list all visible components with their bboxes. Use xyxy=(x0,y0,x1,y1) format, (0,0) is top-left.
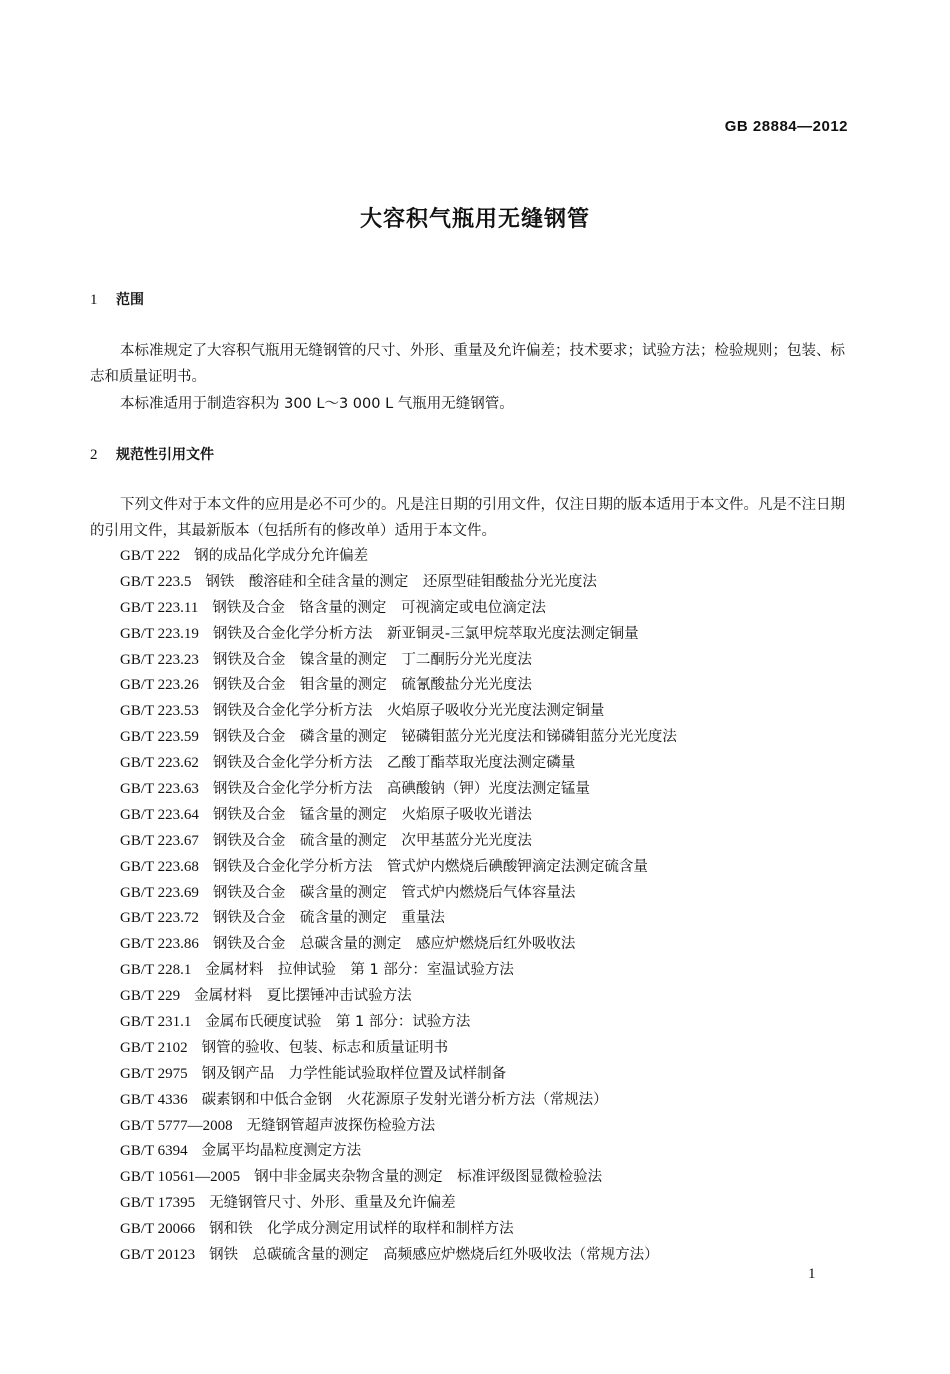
reference-title: 钢铁及合金 铬含量的测定 可视滴定或电位滴定法 xyxy=(212,599,546,616)
reference-item xyxy=(120,1036,677,1062)
section-1-heading xyxy=(90,289,144,309)
reference-item xyxy=(120,1139,677,1165)
reference-title: 钢铁及合金化学分析方法 管式炉内燃烧后碘酸钾滴定法测定硫含量 xyxy=(212,858,648,875)
reference-item xyxy=(120,648,677,674)
reference-title: 钢管的验收、包装、标志和质量证明书 xyxy=(201,1039,449,1056)
reference-title: 钢铁及合金 碳含量的测定 管式炉内燃烧后气体容量法 xyxy=(212,884,576,901)
section-1-paragraph-applicability: 本标准适用于制造容积为 300 L～3 000 L 气瓶用无缝钢管。 xyxy=(120,396,514,412)
reference-code: GB/T 20066 xyxy=(120,1221,196,1238)
reference-code: GB/T 10561—2005 xyxy=(120,1169,241,1186)
reference-title: 无缝钢管超声波探伤检验方法 xyxy=(246,1117,436,1134)
reference-title: 金属平均晶粒度测定方法 xyxy=(201,1143,362,1160)
reference-item xyxy=(120,622,677,648)
document-title: 大容积气瓶用无缝钢管 xyxy=(359,207,590,232)
reference-title: 钢铁及合金 硫含量的测定 重量法 xyxy=(212,910,445,927)
reference-title: 金属材料 夏比摆锤冲击试验方法 xyxy=(194,988,412,1005)
reference-item xyxy=(120,751,677,777)
reference-title: 钢铁及合金 磷含量的测定 铋磷钼蓝分光光度法和锑磷钼蓝分光光度法 xyxy=(212,729,677,746)
reference-code: GB/T 2102 xyxy=(120,1039,188,1056)
reference-title: 钢铁及合金化学分析方法 新亚铜灵-三氯甲烷萃取光度法测定铜量 xyxy=(212,625,639,642)
reference-code: GB/T 223.86 xyxy=(120,936,199,953)
reference-item xyxy=(120,544,677,570)
reference-code: GB/T 231.1 xyxy=(120,1014,192,1031)
reference-code: GB/T 223.62 xyxy=(120,755,199,772)
reference-item xyxy=(120,855,677,881)
reference-item xyxy=(120,1114,677,1140)
reference-item xyxy=(120,596,677,622)
reference-item xyxy=(120,1062,677,1088)
reference-title: 钢铁及合金 总碳含量的测定 感应炉燃烧后红外吸收法 xyxy=(212,936,576,953)
reference-code: GB/T 17395 xyxy=(120,1195,196,1212)
reference-item xyxy=(120,699,677,725)
reference-item xyxy=(120,1191,677,1217)
reference-title: 钢和铁 化学成分测定用试样的取样和制样方法 xyxy=(209,1221,514,1238)
reference-code: GB/T 223.59 xyxy=(120,729,199,746)
section-1-number: 1 xyxy=(90,292,98,308)
reference-title: 钢铁及合金化学分析方法 乙酸丁酯萃取光度法测定磷量 xyxy=(212,755,576,772)
section-1-paragraph-scope: 本标准规定了大容积气瓶用无缝钢管的尺寸、外形、重量及允许偏差；技术要求；试验方法；检验规则；包装、标志和质量证明书。 xyxy=(90,343,845,385)
reference-title: 金属布氏硬度试验 第 1 部分：试验方法 xyxy=(205,1014,471,1031)
reference-code: GB/T 6394 xyxy=(120,1143,188,1160)
reference-title: 钢铁及合金 镍含量的测定 丁二酮肟分光光度法 xyxy=(212,651,532,668)
reference-code: GB/T 223.53 xyxy=(120,703,199,720)
reference-item xyxy=(120,673,677,699)
section-2-heading xyxy=(90,444,214,464)
reference-title: 碳素钢和中低合金钢 火花源原子发射光谱分析方法（常规法） xyxy=(201,1091,608,1108)
reference-item xyxy=(120,777,677,803)
reference-code: GB/T 20123 xyxy=(120,1247,196,1264)
standard-id: GB 28884—2012 xyxy=(724,118,848,135)
reference-code: GB/T 229 xyxy=(120,988,181,1005)
reference-code: GB/T 222 xyxy=(120,548,181,564)
reference-code: GB/T 4336 xyxy=(120,1091,188,1108)
reference-item xyxy=(120,1217,677,1243)
reference-title: 钢的成品化学成分允许偏差 xyxy=(194,548,369,564)
reference-item xyxy=(120,906,677,932)
reference-title: 钢铁及合金 锰含量的测定 火焰原子吸收光谱法 xyxy=(212,806,532,823)
reference-code: GB/T 228.1 xyxy=(120,962,192,979)
reference-item xyxy=(120,932,677,958)
reference-title: 金属材料 拉伸试验 第 1 部分：室温试验方法 xyxy=(205,962,514,979)
reference-title: 钢铁及合金 钼含量的测定 硫氰酸盐分光光度法 xyxy=(212,677,532,694)
reference-item xyxy=(120,1010,677,1036)
reference-item xyxy=(120,1165,677,1191)
reference-item xyxy=(120,984,677,1010)
reference-item xyxy=(120,958,677,984)
page-number: 1 xyxy=(808,1266,816,1282)
reference-item xyxy=(120,881,677,907)
reference-code: GB/T 5777—2008 xyxy=(120,1117,233,1134)
reference-item xyxy=(120,803,677,829)
reference-title: 钢中非金属夹杂物含量的测定 标准评级图显微检验法 xyxy=(254,1169,603,1186)
reference-item xyxy=(120,1088,677,1114)
reference-code: GB/T 2975 xyxy=(120,1065,188,1082)
reference-title: 钢及钢产品 力学性能试验取样位置及试样制备 xyxy=(201,1065,507,1082)
reference-code: GB/T 223.5 xyxy=(120,573,192,590)
reference-title: 无缝钢管尺寸、外形、重量及允许偏差 xyxy=(209,1195,456,1212)
reference-code: GB/T 223.26 xyxy=(120,677,199,694)
normative-reference-list xyxy=(120,544,677,1269)
reference-code: GB/T 223.19 xyxy=(120,625,199,642)
reference-code: GB/T 223.68 xyxy=(120,858,199,875)
reference-title: 钢铁及合金 硫含量的测定 次甲基蓝分光光度法 xyxy=(212,832,532,849)
section-2-title: 规范性引用文件 xyxy=(116,447,214,463)
reference-code: GB/T 223.63 xyxy=(120,781,199,798)
reference-code: GB/T 223.72 xyxy=(120,910,199,927)
reference-title: 钢铁 酸溶硅和全硅含量的测定 还原型硅钼酸盐分光光度法 xyxy=(205,573,597,590)
reference-code: GB/T 223.64 xyxy=(120,806,199,823)
reference-code: GB/T 223.11 xyxy=(120,599,199,616)
reference-item xyxy=(120,1243,677,1269)
reference-code: GB/T 223.23 xyxy=(120,651,199,668)
section-2-intro: 下列文件对于本文件的应用是必不可少的。凡是注日期的引用文件，仅注日期的版本适用于本文件。凡是不注日期的引用文件，其最新版本（包括所有的修改单）适用于本文件。 xyxy=(90,497,845,539)
reference-title: 钢铁及合金化学分析方法 高碘酸钠（钾）光度法测定锰量 xyxy=(212,781,590,798)
reference-item xyxy=(120,725,677,751)
reference-code: GB/T 223.69 xyxy=(120,884,199,901)
reference-title: 钢铁 总碳硫含量的测定 高频感应炉燃烧后红外吸收法（常规方法） xyxy=(209,1247,659,1264)
reference-item xyxy=(120,570,677,596)
section-1-title: 范围 xyxy=(116,292,144,308)
reference-code: GB/T 223.67 xyxy=(120,832,199,849)
reference-item xyxy=(120,829,677,855)
reference-title: 钢铁及合金化学分析方法 火焰原子吸收分光光度法测定铜量 xyxy=(212,703,605,720)
section-2-number: 2 xyxy=(90,447,98,463)
